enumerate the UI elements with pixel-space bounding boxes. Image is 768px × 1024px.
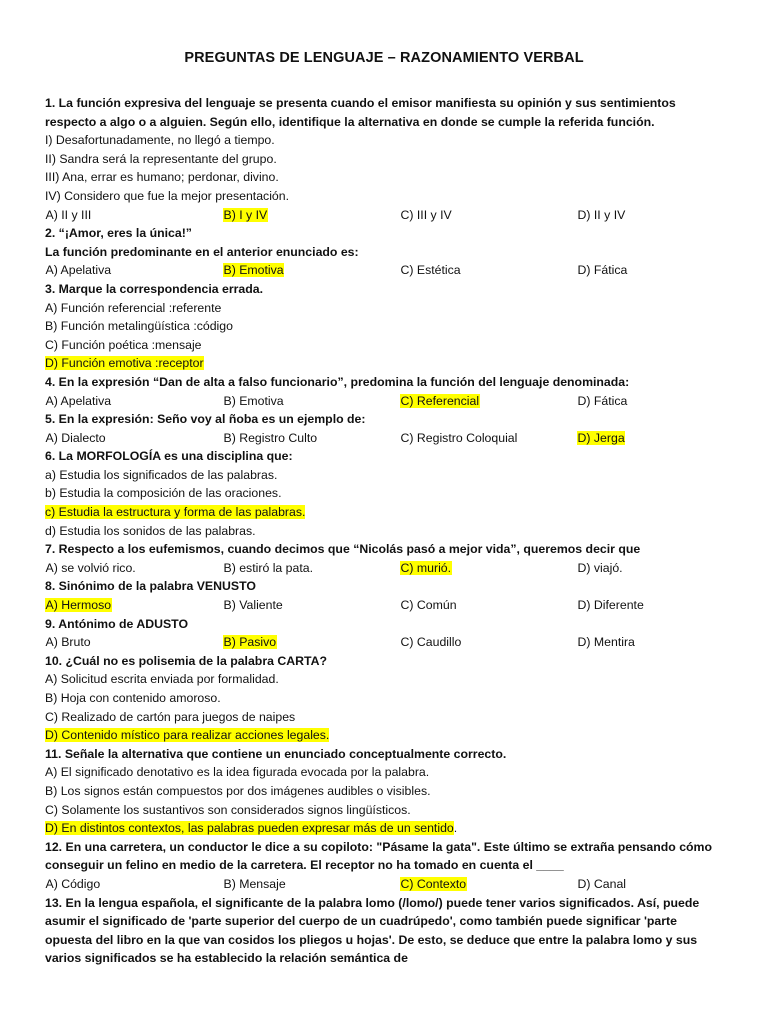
option-text: D) Fática: [577, 393, 628, 408]
answer-item: [45, 689, 725, 708]
answer-item: [45, 763, 725, 782]
option-text: B) Valiente: [223, 598, 283, 613]
question-block: [45, 894, 725, 968]
option-cell: [45, 206, 223, 225]
question-text: 7. Respecto a los eufemismos, cuando decimos que “Nicolás pasó a mejor vida”, queremos decir que: [45, 542, 641, 557]
option-text: D) Canal: [577, 876, 627, 891]
option-cell: [400, 206, 577, 225]
option-cell: [400, 875, 577, 894]
question-text: 5. En la expresión: Seño voy al ñoba es un ejemplo de:: [45, 412, 366, 427]
option-cell: [45, 429, 223, 448]
option-text: C) Estética: [400, 263, 461, 278]
option-cell: [223, 206, 400, 225]
item-text: A) Solicitud escrita enviada por formalidad.: [45, 672, 279, 687]
question-block: [45, 447, 725, 540]
item-text: C) Función poética :mensaje: [45, 337, 202, 352]
option-cell: [400, 261, 577, 280]
answer-item: [45, 466, 725, 485]
document-title: PREGUNTAS DE LENGUAJE – RAZONAMIENTO VERBAL: [184, 50, 584, 66]
highlighted-answer: C) Contexto: [400, 876, 467, 891]
highlighted-answer: D) Contenido místico para realizar acciones legales.: [45, 728, 330, 743]
question-block: [45, 94, 725, 224]
question-text: 1. La función expresiva del lenguaje se presenta cuando el emisor manifiesta su opinión y sus sentimientos respecto a algo o a alguien. Según ello, identifique la alternativa en donde se cumple la referida función.: [45, 96, 676, 129]
option-text: A) II y III: [45, 207, 92, 222]
question-block: [45, 373, 725, 410]
item-text: C) Realizado de cartón para juegos de naipes: [45, 709, 296, 724]
item-suffix: .: [453, 821, 458, 836]
question-block: [45, 224, 725, 280]
question-block: [45, 838, 725, 894]
option-text: C) Caudillo: [400, 635, 462, 650]
options-row: [45, 392, 725, 411]
option-cell: [577, 596, 717, 615]
option-text: B) Registro Culto: [223, 430, 318, 445]
option-text: B) estiró la pata.: [223, 560, 314, 575]
options-row: [45, 875, 725, 894]
highlighted-answer: C) murió.: [400, 560, 452, 575]
options-row: [45, 633, 725, 652]
option-cell: [577, 206, 717, 225]
question-text: 11. Señale la alternativa que contiene un enunciado conceptualmente correcto.: [45, 746, 507, 761]
option-text: C) Común: [400, 598, 457, 613]
option-cell: [45, 875, 223, 894]
option-cell: [223, 392, 400, 411]
question-text: 8. Sinónimo de la palabra VENUSTO: [45, 579, 256, 594]
highlighted-answer: D) Función emotiva :receptor: [45, 356, 204, 371]
question-text: 6. La MORFOLOGÍA es una disciplina que:: [45, 449, 293, 464]
question-block: [45, 280, 725, 373]
option-cell: [577, 392, 717, 411]
question-block: [45, 540, 725, 577]
option-cell: [223, 429, 400, 448]
answer-item: [45, 503, 725, 522]
highlighted-answer: A) Hermoso: [45, 598, 112, 613]
highlighted-answer: B) Pasivo: [223, 635, 277, 650]
option-cell: [577, 261, 717, 280]
highlighted-answer: B) Emotiva: [223, 263, 284, 278]
answer-item: [45, 484, 725, 503]
question-block: [45, 745, 725, 838]
answer-item: [45, 708, 725, 727]
option-cell: [45, 261, 223, 280]
options-row: [45, 429, 725, 448]
item-text: B) Hoja con contenido amoroso.: [45, 691, 221, 705]
answer-item: [45, 670, 725, 689]
question-text: La función predominante en el anterior enunciado es:: [45, 244, 359, 259]
option-cell: [223, 875, 400, 894]
options-row: [45, 261, 725, 280]
option-cell: [400, 596, 577, 615]
option-cell: [223, 633, 400, 652]
highlighted-answer: D) En distintos contextos, las palabras pueden expresar más de un sentido: [45, 821, 454, 836]
question-text: 9. Antónimo de ADUSTO: [45, 616, 189, 631]
option-cell: [400, 392, 577, 411]
item-text: a) Estudia los significados de las palabras.: [45, 467, 278, 482]
answer-item: [45, 819, 725, 838]
item-text: A) Función referencial :referente: [45, 300, 222, 315]
option-cell: [577, 429, 717, 448]
option-text: D) II y IV: [577, 207, 626, 222]
question-text: 2. “¡Amor, eres la única!”: [45, 226, 192, 241]
question-text: 10. ¿Cuál no es polisemia de la palabra CARTA?: [45, 653, 327, 668]
item-text: B) Función metalingüística :código: [45, 319, 233, 334]
option-cell: [577, 875, 717, 894]
option-cell: [45, 559, 223, 578]
option-text: C) III y IV: [400, 207, 452, 222]
answer-item: [45, 354, 725, 373]
option-text: A) Bruto: [45, 635, 91, 650]
option-text: D) viajó.: [577, 560, 623, 575]
answer-item: [45, 782, 725, 801]
answer-item: [45, 726, 725, 745]
answer-item: [45, 299, 725, 318]
item-text: B) Los signos están compuestos por dos imágenes audibles o visibles.: [45, 783, 431, 798]
option-cell: [577, 559, 717, 578]
option-cell: [45, 596, 223, 615]
answer-item: [45, 150, 725, 169]
option-cell: [577, 633, 717, 652]
questions-list: [45, 94, 725, 968]
option-cell: [223, 596, 400, 615]
highlighted-answer: C) Referencial: [400, 393, 480, 408]
question-block: [45, 410, 725, 447]
answer-item: [45, 187, 725, 206]
option-text: A) Código: [45, 876, 101, 891]
option-text: A) se volvió rico.: [45, 560, 136, 575]
option-text: A) Dialecto: [45, 430, 106, 445]
option-cell: [400, 559, 577, 578]
option-cell: [45, 392, 223, 411]
option-text: D) Mentira: [577, 635, 635, 650]
question-text: 13. En la lengua española, el significante de la palabra lomo (/lomo/) puede tener varios significados. Así, puede asumir el significado de 'parte superior del cuerpo de un cuadrúpedo', como también puede significar 'parte opuesta del libro en la que van cosidos los pliegos u hojas'. De esto, se deduce que entre la palabra lomo y sus varios significados se ha establecido la relación semántica de: [45, 895, 700, 966]
item-text: C) Solamente los sustantivos son considerados signos lingüísticos.: [45, 802, 411, 817]
item-text: A) El significado denotativo es la idea figurada evocada por la palabra.: [45, 765, 430, 780]
item-text: II) Sandra será la representante del grupo.: [45, 151, 277, 166]
item-text: I) Desafortunadamente, no llegó a tiempo.: [45, 133, 275, 148]
answer-item: [45, 168, 725, 187]
option-text: D) Diferente: [577, 598, 644, 613]
option-cell: [223, 559, 400, 578]
item-text: III) Ana, errar es humano; perdonar, divino.: [45, 170, 279, 185]
option-text: D) Fática: [577, 263, 628, 278]
question-block: [45, 652, 725, 745]
item-text: IV) Considero que fue la mejor presentación.: [45, 188, 290, 203]
highlighted-answer: B) I y IV: [223, 207, 268, 222]
question-text: 4. En la expresión “Dan de alta a falso funcionario”, predomina la función del lenguaje denominada:: [45, 374, 630, 389]
option-text: B) Mensaje: [223, 876, 286, 891]
question-text: 3. Marque la correspondencia errada.: [45, 281, 264, 296]
option-text: B) Emotiva: [223, 393, 284, 408]
item-text: b) Estudia la composición de las oraciones.: [45, 486, 282, 501]
option-text: A) Apelativa: [45, 393, 112, 408]
highlighted-answer: D) Jerga: [577, 430, 625, 445]
highlighted-answer: c) Estudia la estructura y forma de las palabras.: [45, 505, 306, 520]
answer-item: [45, 317, 725, 336]
answer-item: [45, 801, 725, 820]
answer-item: [45, 131, 725, 150]
options-row: [45, 559, 725, 578]
options-row: [45, 206, 725, 225]
option-cell: [223, 261, 400, 280]
options-row: [45, 596, 725, 615]
option-cell: [400, 429, 577, 448]
question-block: [45, 577, 725, 614]
option-cell: [400, 633, 577, 652]
question-block: [45, 615, 725, 652]
answer-item: [45, 336, 725, 355]
option-text: A) Apelativa: [45, 263, 112, 278]
question-text: 12. En una carretera, un conductor le dice a su copiloto: "Pásame la gata". Este último se extraña pensando cómo conseguir un felino en medio de la carretera. El receptor no ha tomado en cuenta el ____: [45, 839, 713, 873]
item-text: d) Estudia los sonidos de las palabras.: [45, 523, 256, 538]
option-text: C) Registro Coloquial: [400, 430, 518, 445]
answer-item: [45, 522, 725, 541]
option-cell: [45, 633, 223, 652]
